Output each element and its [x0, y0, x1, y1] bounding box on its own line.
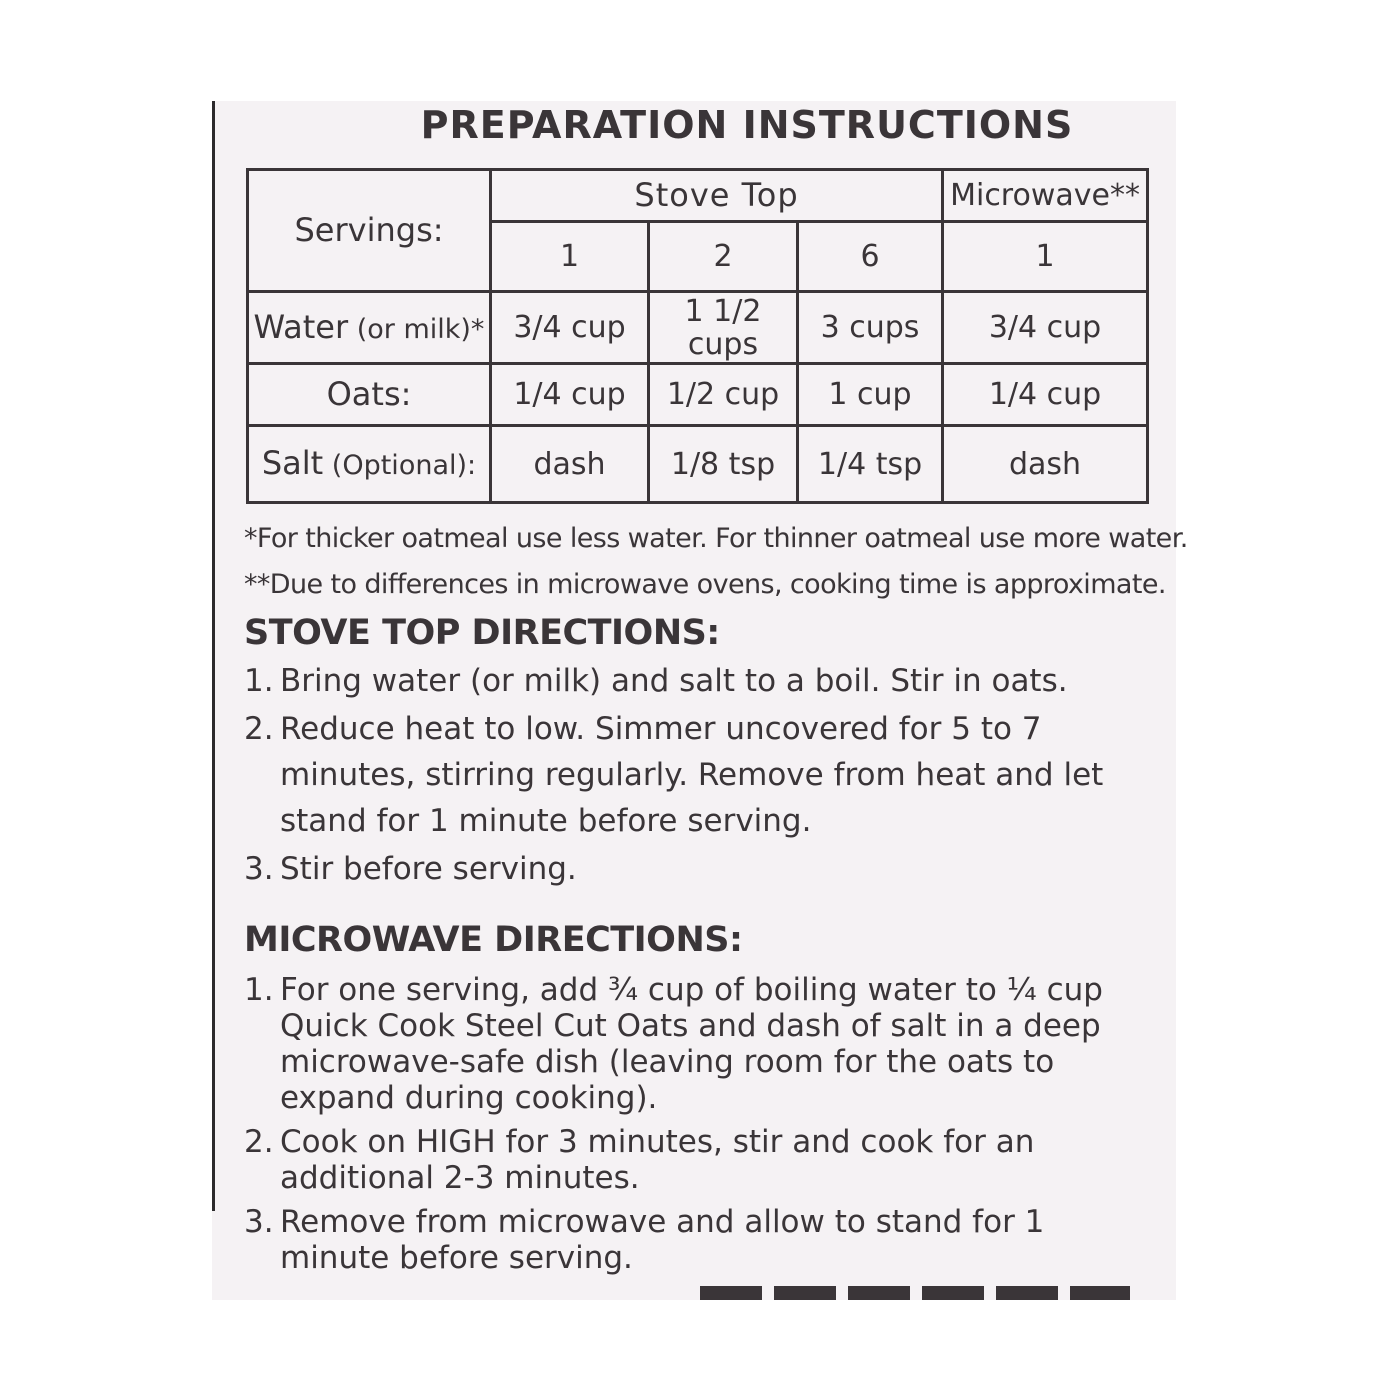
- row-label-main: Water: [253, 307, 349, 346]
- panel-edge-line: [212, 101, 215, 1211]
- servings-cell: 1: [943, 222, 1148, 292]
- table-row: [248, 426, 1148, 503]
- list-item: [244, 658, 1144, 704]
- step-text: Reduce heat to low. Simmer uncovered for 5 to 7 minutes, stirring regularly. Remove from heat and let stand for 1 minute before serving.: [280, 711, 1104, 839]
- table-cell: 3 cups: [798, 292, 943, 364]
- table-cell: 3/4 cup: [943, 292, 1148, 364]
- step-text: Bring water (or milk) and salt to a boil. Stir in oats.: [280, 663, 1068, 699]
- row-label-oats: [248, 364, 491, 426]
- step-number: 2.: [244, 711, 274, 747]
- step-text: For one serving, add ¾ cup of boiling water to ¼ cup Quick Cook Steel Cut Oats and dash of salt in a deep microwave-safe dish (leaving room for the oats to expand during cooking).: [280, 972, 1103, 1116]
- row-label-water: [248, 292, 491, 364]
- servings-cell: 2: [649, 222, 798, 292]
- step-number: 3.: [244, 851, 274, 887]
- list-item: [244, 972, 1144, 1116]
- table-cell: 1 1/2 cups: [649, 292, 798, 364]
- table-cell: 1 cup: [798, 364, 943, 426]
- step-text: Stir before serving.: [280, 851, 577, 887]
- list-item: [244, 1124, 1144, 1196]
- servings-cell: 1: [491, 222, 649, 292]
- table-header-row: [248, 170, 1148, 222]
- row-label-main: Oats:: [326, 374, 412, 413]
- footnote-microwave: **Due to differences in microwave ovens, cooking time is approximate.: [244, 569, 1166, 600]
- table-cell: 1/4 tsp: [798, 426, 943, 503]
- microwave-heading: MICROWAVE DIRECTIONS:: [244, 920, 743, 960]
- table-row: [248, 292, 1148, 364]
- servings-label: Servings:: [248, 170, 491, 292]
- list-item: [244, 706, 1144, 844]
- step-number: 1.: [244, 663, 274, 699]
- footnote-water: *For thicker oatmeal use less water. For thinner oatmeal use more water.: [244, 523, 1188, 554]
- stove-top-header: Stove Top: [491, 170, 943, 222]
- table-row: [248, 364, 1148, 426]
- bottom-cropped-lettering: [700, 1286, 1130, 1300]
- row-label-main: Salt: [261, 444, 324, 483]
- page-title: PREPARATION INSTRUCTIONS: [420, 103, 1074, 147]
- table-cell: 1/4 cup: [491, 364, 649, 426]
- step-number: 3.: [244, 1204, 274, 1240]
- table-cell: 1/2 cup: [649, 364, 798, 426]
- table-cell: 1/4 cup: [943, 364, 1148, 426]
- microwave-header: Microwave**: [943, 170, 1148, 222]
- table-cell: dash: [943, 426, 1148, 503]
- row-label-salt: [248, 426, 491, 503]
- step-number: 2.: [244, 1124, 274, 1160]
- list-item: [244, 1204, 1144, 1276]
- step-number: 1.: [244, 972, 274, 1008]
- list-item: [244, 846, 1144, 892]
- preparation-table: [246, 168, 1149, 504]
- step-text: Remove from microwave and allow to stand for 1 minute before serving.: [280, 1204, 1045, 1276]
- row-label-sub: (or milk)*: [348, 313, 485, 345]
- stove-top-steps: [244, 658, 1144, 894]
- servings-cell: 6: [798, 222, 943, 292]
- table-cell: 3/4 cup: [491, 292, 649, 364]
- step-text: Cook on HIGH for 3 minutes, stir and cook for an additional 2-3 minutes.: [280, 1124, 1035, 1196]
- footnotes: [244, 516, 1188, 608]
- table-cell: dash: [491, 426, 649, 503]
- stove-top-heading: STOVE TOP DIRECTIONS:: [244, 613, 720, 653]
- table-cell: 1/8 tsp: [649, 426, 798, 503]
- row-label-sub: (Optional):: [323, 450, 477, 482]
- microwave-steps: [244, 972, 1144, 1284]
